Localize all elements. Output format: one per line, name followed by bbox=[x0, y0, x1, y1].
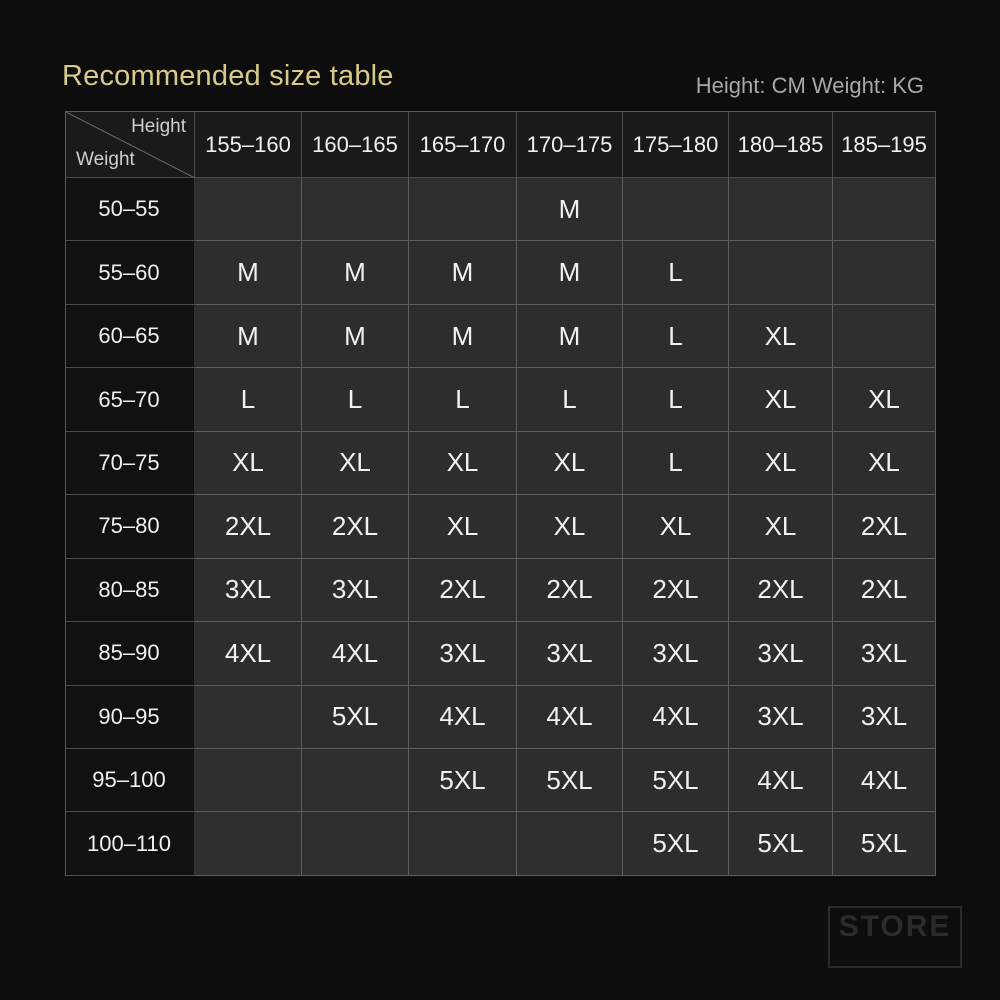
size-cell: 2XL bbox=[302, 495, 409, 558]
height-axis-label: Height bbox=[131, 116, 186, 137]
size-cell bbox=[833, 305, 936, 368]
size-cell: 4XL bbox=[195, 622, 302, 685]
size-cell: 3XL bbox=[729, 622, 833, 685]
size-cell: 2XL bbox=[833, 495, 936, 558]
size-cell: M bbox=[517, 305, 623, 368]
size-cell: L bbox=[623, 305, 729, 368]
row-header: 70–75 bbox=[66, 432, 195, 495]
size-cell: 5XL bbox=[833, 812, 936, 875]
size-cell: 5XL bbox=[623, 749, 729, 812]
row-header: 50–55 bbox=[66, 178, 195, 241]
row-header: 85–90 bbox=[66, 622, 195, 685]
size-cell bbox=[195, 812, 302, 875]
size-cell: XL bbox=[517, 432, 623, 495]
row-header: 75–80 bbox=[66, 495, 195, 558]
size-cell: L bbox=[623, 432, 729, 495]
size-cell: XL bbox=[729, 432, 833, 495]
column-header: 165–170 bbox=[409, 112, 517, 178]
size-cell: M bbox=[517, 241, 623, 304]
page-title: Recommended size table bbox=[62, 60, 394, 92]
size-cell: 4XL bbox=[517, 686, 623, 749]
row-header: 65–70 bbox=[66, 368, 195, 431]
size-cell: 2XL bbox=[409, 559, 517, 622]
row-header: 80–85 bbox=[66, 559, 195, 622]
size-cell: 4XL bbox=[833, 749, 936, 812]
size-cell: 5XL bbox=[517, 749, 623, 812]
row-header: 55–60 bbox=[66, 241, 195, 304]
size-cell: M bbox=[409, 305, 517, 368]
size-cell: 3XL bbox=[409, 622, 517, 685]
size-cell: XL bbox=[729, 368, 833, 431]
size-cell: 3XL bbox=[623, 622, 729, 685]
size-cell: XL bbox=[729, 305, 833, 368]
size-cell bbox=[195, 178, 302, 241]
corner-header bbox=[66, 112, 195, 178]
size-cell bbox=[302, 749, 409, 812]
size-cell: 2XL bbox=[729, 559, 833, 622]
size-cell: XL bbox=[409, 495, 517, 558]
size-cell: XL bbox=[302, 432, 409, 495]
size-cell: 5XL bbox=[302, 686, 409, 749]
size-cell: M bbox=[302, 305, 409, 368]
size-cell bbox=[195, 749, 302, 812]
size-cell bbox=[833, 178, 936, 241]
size-cell: M bbox=[517, 178, 623, 241]
size-cell bbox=[833, 241, 936, 304]
row-header: 100–110 bbox=[66, 812, 195, 875]
row-header: 60–65 bbox=[66, 305, 195, 368]
size-cell: L bbox=[302, 368, 409, 431]
column-header: 175–180 bbox=[623, 112, 729, 178]
size-cell: 3XL bbox=[517, 622, 623, 685]
size-cell: 5XL bbox=[409, 749, 517, 812]
size-cell: M bbox=[302, 241, 409, 304]
size-cell: 3XL bbox=[195, 559, 302, 622]
size-cell: 5XL bbox=[729, 812, 833, 875]
size-cell: 4XL bbox=[302, 622, 409, 685]
size-cell: 5XL bbox=[623, 812, 729, 875]
size-cell: XL bbox=[409, 432, 517, 495]
size-cell: M bbox=[409, 241, 517, 304]
size-cell: 2XL bbox=[623, 559, 729, 622]
size-cell: M bbox=[195, 305, 302, 368]
size-cell: L bbox=[623, 241, 729, 304]
size-cell: XL bbox=[833, 432, 936, 495]
size-cell bbox=[195, 686, 302, 749]
size-cell: 3XL bbox=[302, 559, 409, 622]
size-cell: L bbox=[623, 368, 729, 431]
size-cell bbox=[729, 178, 833, 241]
size-cell: 4XL bbox=[409, 686, 517, 749]
size-cell bbox=[729, 241, 833, 304]
size-cell: L bbox=[517, 368, 623, 431]
size-cell bbox=[409, 812, 517, 875]
size-cell: 4XL bbox=[729, 749, 833, 812]
size-cell: M bbox=[195, 241, 302, 304]
size-cell: 2XL bbox=[195, 495, 302, 558]
size-cell bbox=[302, 812, 409, 875]
size-cell: 4XL bbox=[623, 686, 729, 749]
size-cell: 3XL bbox=[833, 622, 936, 685]
units-note: Height: CM Weight: KG bbox=[695, 73, 924, 98]
size-cell: 3XL bbox=[729, 686, 833, 749]
column-header: 155–160 bbox=[195, 112, 302, 178]
size-cell: XL bbox=[517, 495, 623, 558]
size-cell: XL bbox=[833, 368, 936, 431]
size-cell: L bbox=[409, 368, 517, 431]
column-header: 185–195 bbox=[833, 112, 936, 178]
column-header: 180–185 bbox=[729, 112, 833, 178]
store-watermark: STORE bbox=[828, 906, 962, 968]
row-header: 90–95 bbox=[66, 686, 195, 749]
size-cell: XL bbox=[195, 432, 302, 495]
size-table bbox=[65, 111, 936, 876]
size-cell bbox=[623, 178, 729, 241]
size-cell bbox=[517, 812, 623, 875]
size-cell bbox=[409, 178, 517, 241]
column-header: 160–165 bbox=[302, 112, 409, 178]
weight-axis-label: Weight bbox=[76, 149, 135, 170]
size-cell: 3XL bbox=[833, 686, 936, 749]
size-cell: 2XL bbox=[833, 559, 936, 622]
size-cell: XL bbox=[729, 495, 833, 558]
size-cell: L bbox=[195, 368, 302, 431]
size-cell bbox=[302, 178, 409, 241]
size-cell: XL bbox=[623, 495, 729, 558]
row-header: 95–100 bbox=[66, 749, 195, 812]
size-cell: 2XL bbox=[517, 559, 623, 622]
column-header: 170–175 bbox=[517, 112, 623, 178]
